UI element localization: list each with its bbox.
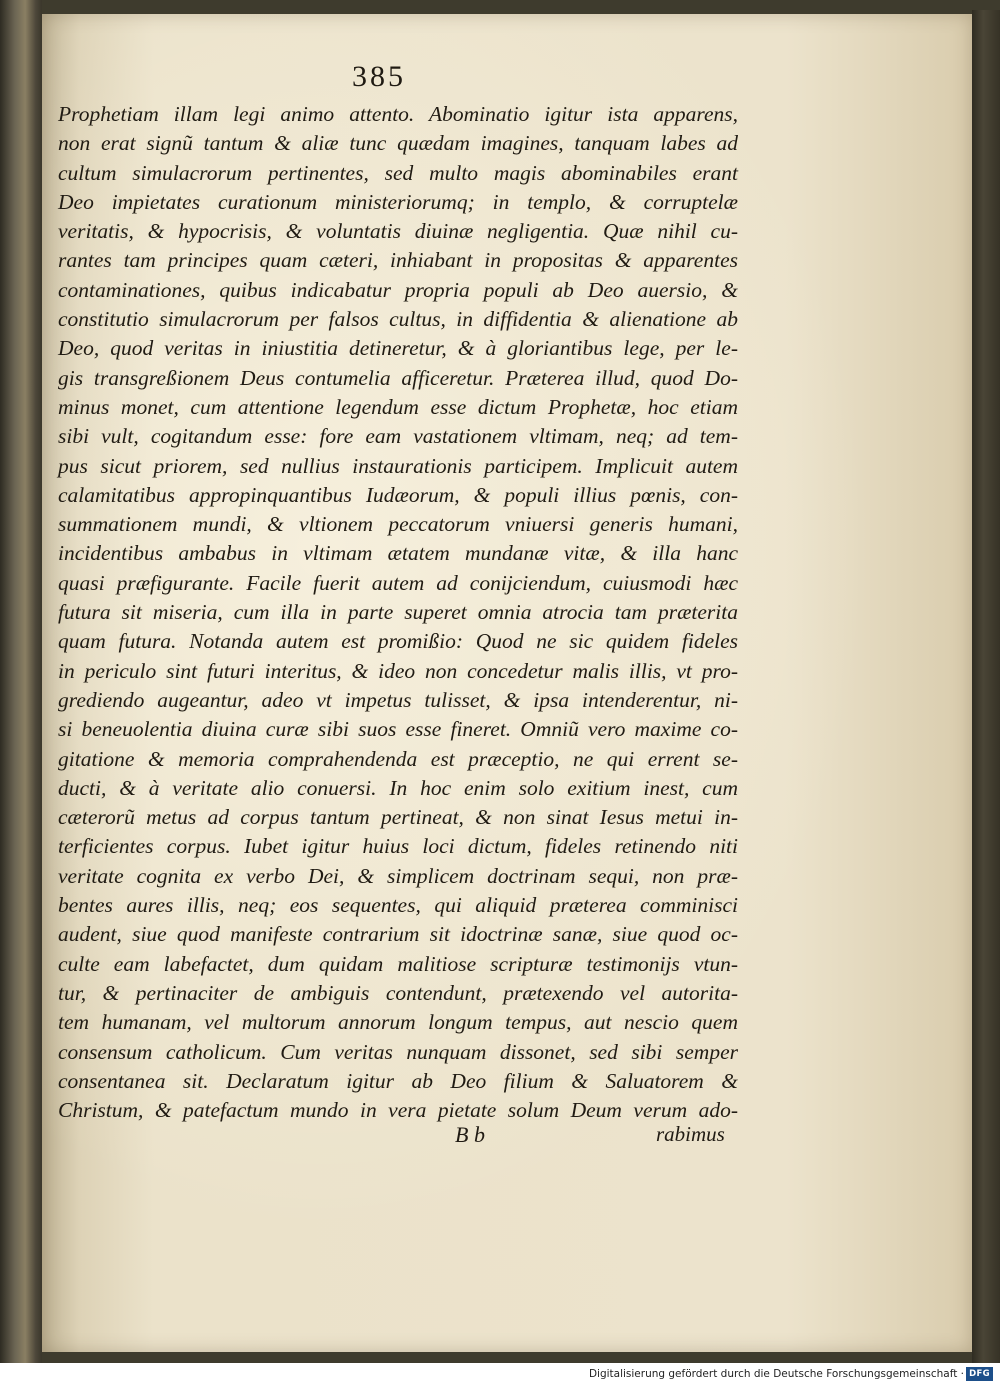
text-line: quasi præfigurante. Facile fuerit autem ad conijciendum, cuiusmodi hæc <box>58 570 738 595</box>
catchword: rabimus <box>656 1122 725 1146</box>
text-line: consentanea sit. Declaratum igitur ab Deo filium & Saluatorem & <box>58 1068 738 1093</box>
text-line: Deo, quod veritas in iniustitia detineretur, & à gloriantibus lege, per le- <box>58 336 738 361</box>
text-line: bentes aures illis, neq; eos sequentes, qui aliquid præterea comminisci <box>58 893 738 918</box>
text-line: quam futura. Notanda autem est promißio: Quod ne sic quidem fideles <box>58 629 738 654</box>
text-line: non erat signũ tantum & aliæ tunc quædam imagines, tanquam labes ad <box>58 131 738 156</box>
funding-credit: Digitalisierung gefördert durch die Deutsche Forschungsgemeinschaft · <box>588 1368 964 1380</box>
text-line: rantes tam principes quam cæteri, inhiabant in propositas & apparentes <box>58 248 738 273</box>
text-line: Prophetiam illam legi animo attento. Abominatio igitur ista apparens, <box>58 102 738 126</box>
text-line: pus sicut priorem, sed nullius instaurationis participem. Implicuit autem <box>58 453 738 478</box>
text-line: incidentibus ambabus in vltimam ætatem mundanæ vitæ, & illa hanc <box>58 541 738 566</box>
text-line: minus monet, cum attentione legendum esse dictum Prophetæ, hoc etiam <box>58 394 738 419</box>
text-line: culte eam labefactet, dum quidam malitiose scripturæ testimonijs vtun- <box>58 951 738 976</box>
text-line: constitutio simulacrorum per falsos cultus, in diffidentia & alienatione ab <box>58 307 738 332</box>
text-line: Deo impietates curationum ministeriorumq; in templo, & corruptelæ <box>58 189 738 214</box>
text-line: gis transgreßionem Deus contumelia afficeretur. Præterea illud, quod Do- <box>58 365 738 390</box>
text-line: sibi vult, cogitandum esse: fore eam vastationem vltimam, neq; ad tem- <box>58 424 738 449</box>
text-line: cæterorũ metus ad corpus tantum pertineat, & non sinat Iesus metui in- <box>58 805 738 830</box>
text-line: audent, siue quod manifeste contrarium sit idoctrinæ sanæ, siue quod oc- <box>58 922 738 947</box>
text-line: ducti, & à veritate alio conuersi. In hoc enim solo exitium inest, cum <box>58 775 738 800</box>
text-line: futura sit miseria, cum illa in parte superet omnia atrocia tam præterita <box>58 600 738 625</box>
text-line: cultum simulacrorum pertinentes, sed multo magis abominabiles erant <box>58 160 738 185</box>
text-line: si beneuolentia diuina curæ sibi suos esse fineret. Omniũ vero maxime co- <box>58 717 738 742</box>
text-line: summationem mundi, & vltionem peccatorum vniuersi generis humani, <box>58 512 738 537</box>
text-line: veritatis, & hypocrisis, & voluntatis diuinæ negligentia. Quæ nihil cu- <box>58 219 738 244</box>
text-line: calamitatibus appropinquantibus Iudæorum, & populi illius pœnis, con- <box>58 482 738 507</box>
text-line: tem humanam, vel multorum annorum longum tempus, aut nescio quem <box>58 1010 738 1035</box>
signature-mark: B b <box>455 1122 485 1147</box>
text-line: Christum, & patefactum mundo in vera pietate solum Deum verum ado- <box>58 1098 738 1123</box>
dfg-logo-icon: DFG <box>966 1367 993 1381</box>
page-fore-edge <box>972 10 1000 1363</box>
text-line: terficientes corpus. Iubet igitur huius loci dictum, fideles retinendo niti <box>58 834 738 859</box>
page-number: 385 <box>352 60 406 93</box>
text-line: gitatione & memoria comprahendenda est præceptio, ne qui errent se- <box>58 746 738 771</box>
text-line: grediendo augeantur, adeo vt impetus tulisset, & ipsa intenderentur, ni- <box>58 687 738 712</box>
book-binding-edge <box>0 0 42 1363</box>
text-line: in periculo sint futuri interitus, & ideo non concedetur malis illis, vt pro- <box>58 658 738 683</box>
text-line: contaminationes, quibus indicabatur propria populi ab Deo auersio, & <box>58 277 738 302</box>
text-line: tur, & pertinaciter de ambiguis contendunt, prætexendo vel autorita- <box>58 980 738 1005</box>
text-line: consensum catholicum. Cum veritas nunquam dissonet, sed sibi semper <box>58 1039 738 1064</box>
page-body-text <box>58 100 738 1125</box>
text-line: veritate cognita ex verbo Dei, & simplicem doctrinam sequi, non præ- <box>58 863 738 888</box>
